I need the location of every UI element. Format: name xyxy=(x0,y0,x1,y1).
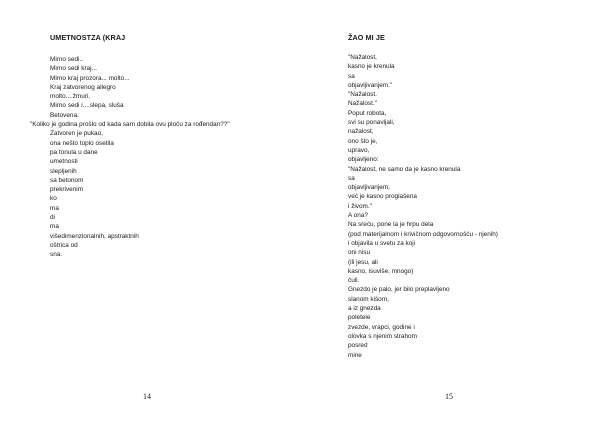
poem-line: a iz gnezda xyxy=(348,305,381,313)
poem-line: svi su ponavljali, xyxy=(348,119,395,127)
poem-line: sa betonom xyxy=(50,176,84,184)
poem-line: umetnosti xyxy=(50,158,78,166)
poem-line: upravo, xyxy=(348,146,370,154)
poem-line: objavljeno: xyxy=(348,156,379,164)
poem-body xyxy=(348,53,588,360)
poem-line: Kraj zatvorenog allegro xyxy=(50,83,116,91)
poem-body xyxy=(30,55,290,260)
poem-line: oštrica od xyxy=(50,241,78,249)
poem-line: već je kasno proglašena xyxy=(348,193,417,201)
poem-line: i objavila u svetu za koji xyxy=(348,239,416,247)
poem-line: čuli. xyxy=(348,277,360,285)
poem-line: ma xyxy=(50,223,59,231)
poem-line: ma xyxy=(50,204,59,212)
poem-line: olovka s njenim strahom xyxy=(348,332,417,340)
poem-line: Na sreću, pone la je hrpu dela xyxy=(348,221,434,229)
poem-line: kasno, isuviše, mnogo) xyxy=(348,267,414,275)
poem-line: ona nešto toplo osetila xyxy=(50,139,114,147)
poem-line: "Nažalost, xyxy=(348,54,377,61)
poem-line: (ili jesu, ali xyxy=(348,258,378,266)
poem-line: "Koliko je godina prošlo od kada sam dobila ovu ploču za rođendan??" xyxy=(30,121,230,129)
right-page xyxy=(300,0,600,428)
poem-line: nažalost, xyxy=(348,128,374,136)
poem-line: Nažalost." xyxy=(348,100,377,108)
poem-line: posred xyxy=(348,342,368,350)
poem-line: ono što je, xyxy=(348,137,378,145)
poem-line: slanom kišom, xyxy=(348,295,389,303)
poem-line: oni nisu xyxy=(348,249,371,257)
poem-line: Mirno kraj prozora... molto... xyxy=(50,74,130,82)
poem-line: Zatvoren je pukao, xyxy=(50,130,103,138)
poem-line: "Nažalost. xyxy=(348,91,377,99)
poem-line: sa xyxy=(348,72,355,80)
poem-line: kasno je krenula xyxy=(348,63,395,71)
poem-line: zvezde, vrapci, godine i xyxy=(348,323,415,331)
poem-line: i živom." xyxy=(348,202,372,210)
poem-line: "Nažalost, ne samo da je kasno krenula xyxy=(348,165,461,173)
poem-line: objavljivanjem." xyxy=(348,81,393,89)
poem-line: (pod materijalnom i krivičnom odgovornošću - njenih) xyxy=(348,230,498,238)
poem-line: prekrivenim xyxy=(50,186,84,194)
poem-line: molto....žmuri. xyxy=(50,93,91,101)
poem-line: Mirno sedi i....slepa, sluša xyxy=(50,102,124,110)
poem-title: UMETNOSTZA (KRAJ xyxy=(50,33,126,42)
page-number: 15 xyxy=(445,392,453,401)
poem-line: ko xyxy=(50,195,57,203)
poem-line: Mirno sedi kraj... xyxy=(50,65,97,73)
poem-line: di xyxy=(50,214,55,222)
poem-line: Betovena. xyxy=(50,111,79,119)
poem-line: slepljenih xyxy=(50,167,77,175)
poem-line: sa xyxy=(348,174,355,182)
poem-line: pa tonula u dane xyxy=(50,148,98,156)
poem-title: ŽAO MI JE xyxy=(348,33,385,42)
poem-line: Gnezdo je palo, jer bilo preplavljeno xyxy=(348,286,450,294)
poem-line: mine xyxy=(348,351,362,359)
page-number: 14 xyxy=(143,392,151,401)
poem-line: objavljivanjem, xyxy=(348,184,390,192)
poem-line: višedimenzionalnih, apstraktnih xyxy=(50,232,139,240)
poem-line: poletele xyxy=(348,314,371,322)
poem-line: Poput robota, xyxy=(348,109,387,117)
poem-line: sna. xyxy=(50,251,63,259)
poem-line: Mirno sedi.. xyxy=(50,56,84,63)
poem-line: A ona? xyxy=(348,212,368,220)
